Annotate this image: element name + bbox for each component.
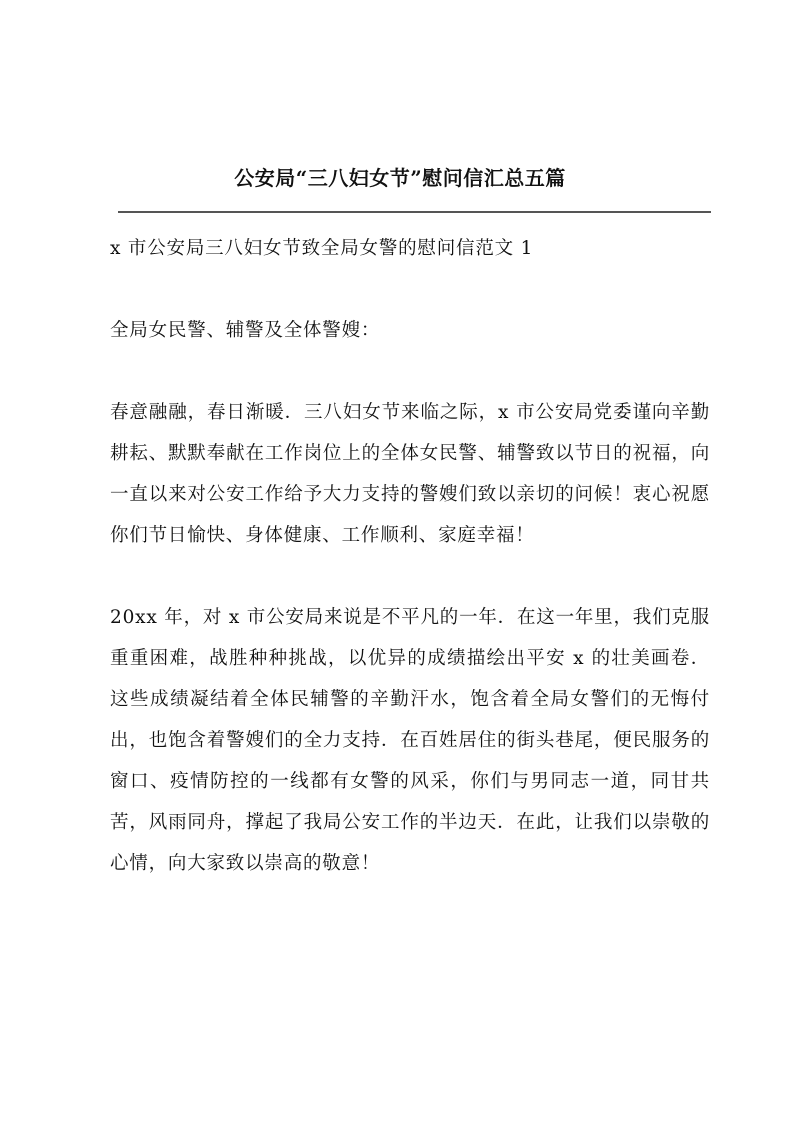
body-paragraph: 20xx 年，对 x 市公安局来说是不平凡的一年．在这一年里，我们克服重重困难，战胜种种挑战，以优异的成绩描绘出平安 x 的壮美画卷．这些成绩凝结着全体民辅警的辛勤汗水，饱含着全局女警们的无悔付出，也饱含着警嫂们的全力支持．在百姓居住的街头巷尾，便民服务的窗口、疫情防控的一线都有女警的风采，你们与男同志一道，同甘共苦，风雨同舟，撑起了我局公安工作的半边天．在此，让我们以崇敬的心情，向大家致以崇高的敬意！ (110, 607, 710, 874)
body-paragraph: 春意融融，春日渐暖．三八妇女节来临之际，x 市公安局党委谨向辛勤耕耘、默默奉献在工作岗位上的全体女民警、辅警致以节日的祝福，向一直以来对公安工作给予大力支持的警嫂们致以亲切的问候！衷心祝愿你们节日愉快、身体健康、工作顺利、家庭幸福！ (110, 402, 710, 546)
title-divider (118, 211, 711, 213)
document-title: 公安局“三八妇女节”慰问信汇总五篇 (234, 166, 566, 190)
letter-greeting: 全局女民警、辅警及全体警嫂： (110, 320, 381, 341)
letter-subtitle: x 市公安局三八妇女节致全局女警的慰问信范文 1 (110, 238, 534, 259)
document-body (110, 228, 710, 884)
